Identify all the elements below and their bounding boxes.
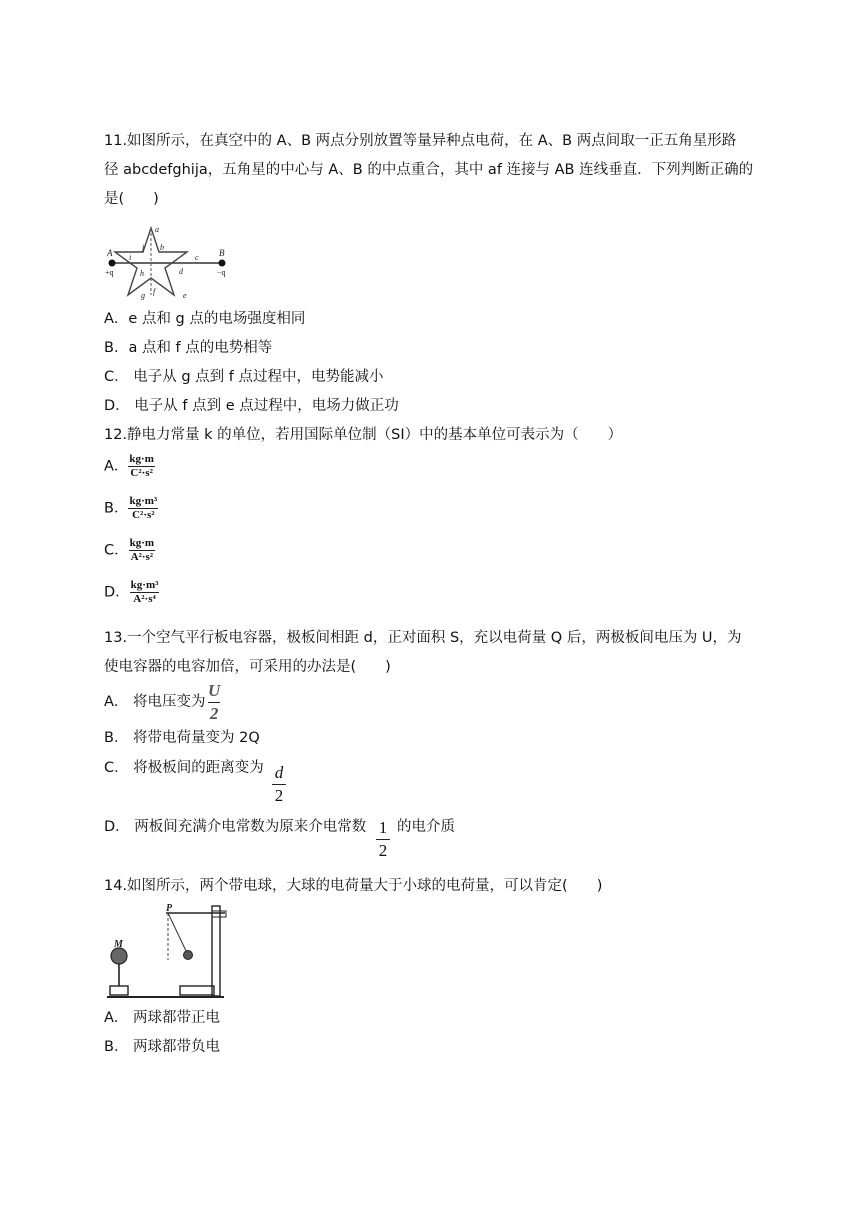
label-b: b <box>160 243 164 252</box>
q13-option-a: A． 将电压变为 <box>104 694 206 710</box>
label-d: d <box>179 267 183 276</box>
label-a: a <box>155 225 159 234</box>
unit-fraction: $\frac{\text{kg·m³}}{\text{C²·s²}}$ <box>129 495 158 521</box>
label-e: e <box>183 291 187 300</box>
q12-option-a-label: A． <box>104 458 129 475</box>
q12-option-c <box>104 538 155 563</box>
q13-option-a-fraction: U 2 <box>208 681 221 723</box>
q11-stem-line3: 是( ) <box>104 191 159 207</box>
q11-stem-line1: 11.如图所示，在真空中的 A、B 两点分别放置等量异种点电荷，在 A、B 两点间取一正五角星形路 <box>104 133 737 149</box>
unit-fraction: $\frac{\text{kg·m³}}{\text{A²·s⁴}}$ <box>130 579 159 605</box>
q13-stem-line2: 使电容器的电容加倍，可采用的办法是( ) <box>104 659 391 675</box>
q11-option-a: A．e 点和 g 点的电场强度相同 <box>104 311 306 327</box>
q13-option-d-suffix: 的电介质 <box>397 819 455 835</box>
label-f: f <box>153 287 156 296</box>
q13-option-c-fraction: d 2 <box>272 763 286 806</box>
q12-option-d <box>104 580 159 605</box>
q11-stem-line2: 径 abcdefghija，五角星的中心与 A、B 的中点重合，其中 af 连接与 AB 连线垂直．下列判断正确的 <box>104 162 754 178</box>
label-M: M <box>114 939 123 950</box>
q11-option-b: B．a 点和 f 点的电势相等 <box>104 340 273 356</box>
q12-option-b <box>104 496 158 521</box>
q14-stem: 14.如图所示，两个带电球，大球的电荷量大于小球的电荷量，可以肯定( ) <box>104 878 603 894</box>
q11-option-c: C． 电子从 g 点到 f 点过程中，电势能减小 <box>104 369 384 385</box>
label-minus-q: −q <box>217 268 226 277</box>
q14-option-a: A． 两球都带正电 <box>104 1010 221 1026</box>
unit-fraction: $\frac{kg\cdot m}{\text{C²·s²}}$ <box>129 453 154 479</box>
label-plus-q: +q <box>105 268 114 277</box>
label-P: P <box>166 903 173 914</box>
q13-option-c: C． 将极板间的距离变为 <box>104 760 264 776</box>
unit-fraction: $\frac{kg\cdot m}{\text{A²·s²}}$ <box>129 537 155 563</box>
label-c: c <box>195 253 199 262</box>
q12-option-b-label: B． <box>104 500 129 517</box>
label-B: B <box>219 248 225 258</box>
q13-option-d <box>104 817 366 837</box>
q11-star-figure <box>104 222 236 302</box>
q12-option-c-label: C． <box>104 542 129 559</box>
q12-option-a <box>104 454 155 479</box>
q12-stem: 12.静电力常量 k 的单位，若用国际单位制（SI）中的基本单位可表示为（ ） <box>104 427 623 443</box>
label-A: A <box>107 248 113 258</box>
q12-option-d-label: D． <box>104 584 130 601</box>
q13-stem-line1: 13.一个空气平行板电容器，极板间相距 d，正对面积 S，充以电荷量 Q 后，两极板间电压为 U，为 <box>104 630 742 646</box>
label-h: h <box>140 269 144 278</box>
label-g: g <box>141 291 145 300</box>
q14-pendulum-figure <box>104 902 232 1002</box>
label-j: j <box>142 243 145 252</box>
q13-option-d-fraction: 1 2 <box>376 818 390 861</box>
q11-option-d: D． 电子从 f 点到 e 点过程中，电场力做正功 <box>104 398 399 414</box>
q13-option-d-text: D． 两板间充满介电常数为原来介电常数 <box>104 819 367 835</box>
q14-option-b: B． 两球都带负电 <box>104 1039 221 1055</box>
q13-option-b: B． 将带电荷量变为 2Q <box>104 730 260 746</box>
label-i: i <box>129 253 132 262</box>
